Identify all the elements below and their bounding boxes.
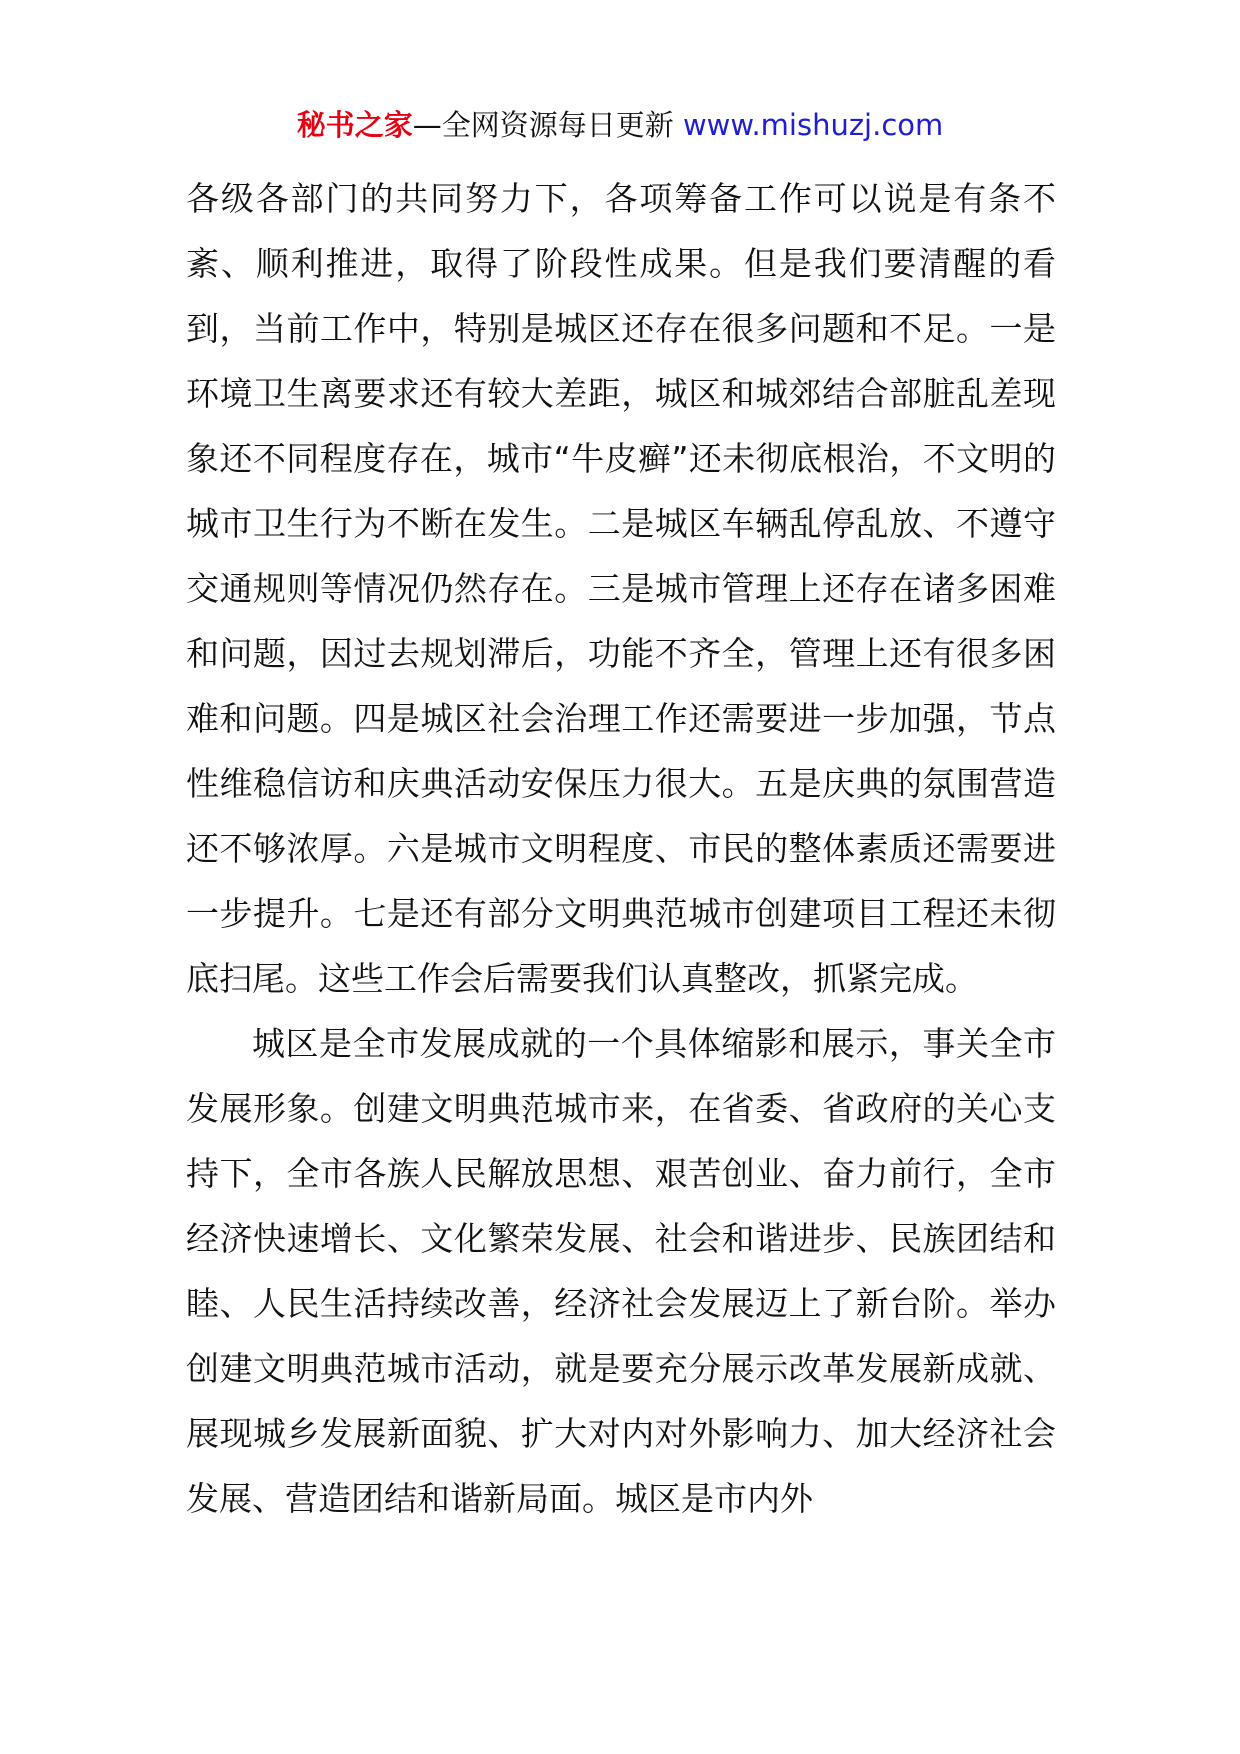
paragraph-continued: 各级各部门的共同努力下，各项筹备工作可以说是有条不紊、顺利推进，取得了阶段性成果。但是我们要清醒的看到，当前工作中，特别是城区还存在很多问题和不足。一是环境卫生离要求还有较大差距，城区和城郊结合部脏乱差现象还不同程度存在，城市“牛皮癣”还未彻底根治，不文明的城市卫生行为不断在发生。二是城区车辆乱停乱放、不遵守交通规则等情况仍然存在。三是城市管理上还存在诸多困难和问题，因过去规划滞后，功能不齐全，管理上还有很多困难和问题。四是城区社会治理工作还需要进一步加强，节点性维稳信访和庆典活动安保压力很大。五是庆典的氛围营造还不够浓厚。六是城市文明程度、市民的整体素质还需要进一步提升。七是还有部分文明典范城市创建项目工程还未彻底扫尾。这些工作会后需要我们认真整改，抓紧完成。 [186, 179, 1056, 998]
document-body [186, 166, 1056, 1531]
paragraph: 城区是全市发展成就的一个具体缩影和展示，事关全市发展形象。创建文明典范城市来，在省委、省政府的关心支持下，全市各族人民解放思想、艰苦创业、奋力前行，全市经济快速增长、文化繁荣发展、社会和谐进步、民族团结和睦、人民生活持续改善，经济社会发展迈上了新台阶。举办创建文明典范城市活动，就是要充分展示改革发展新成就、展现城乡发展新面貌、扩大对内对外影响力、加大经济社会发展、营造团结和谐新局面。城区是市内外 [186, 1024, 1056, 1518]
header-url-link[interactable]: www.mishuzj.com [682, 108, 944, 142]
page-header [0, 100, 1240, 150]
brand-name: 秘书之家 [296, 108, 413, 142]
header-slogan: —全网资源每日更新 [412, 108, 674, 142]
